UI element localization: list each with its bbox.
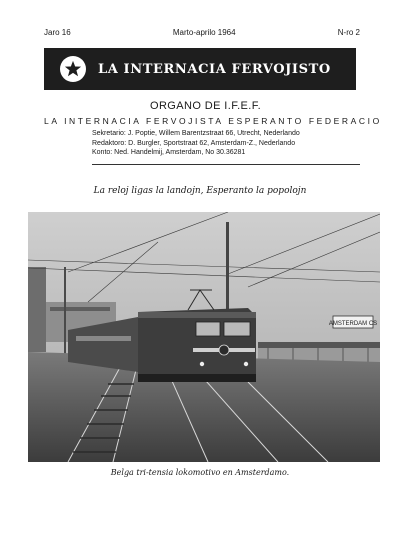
- masthead-banner: [44, 48, 356, 90]
- organ-title: ORGANO DE I.F.E.F.: [150, 100, 262, 112]
- issue-meta-row: [44, 28, 360, 38]
- locomotive-photo: [28, 212, 380, 462]
- green-star-icon: [60, 56, 86, 82]
- masthead-title: LA INTERNACIA FERVOJISTO: [98, 61, 331, 77]
- federation-name: LA INTERNACIA FERVOJISTA ESPERANTO FEDERACIO: [44, 116, 382, 126]
- contact-block: [92, 129, 300, 158]
- account-line: Konto: Ned. Handelmij, Amsterdam, No 30.36281: [92, 149, 246, 156]
- divider-rule: [92, 164, 360, 165]
- photo-caption: Belga tri-tensia lokomotivo en Amsterdamo.: [110, 468, 290, 477]
- station-sign-text: AMSTERDAM CS: [328, 321, 378, 327]
- issue-number: N-ro 2: [337, 28, 360, 37]
- secretary-line: Sekretario: J. Poptie, Willem Barentzstraat 66, Utrecht, Nederlando: [92, 130, 300, 137]
- volume-label: Jaro 16: [44, 28, 71, 37]
- editor-line: Redaktoro: D. Burgler, Sportstraat 62, Amsterdam-Z., Nederlando: [92, 139, 296, 147]
- slogan: La reloj ligas la landojn, Esperanto la popolojn: [93, 186, 307, 196]
- issue-date: Marto-aprilo 1964: [172, 28, 236, 37]
